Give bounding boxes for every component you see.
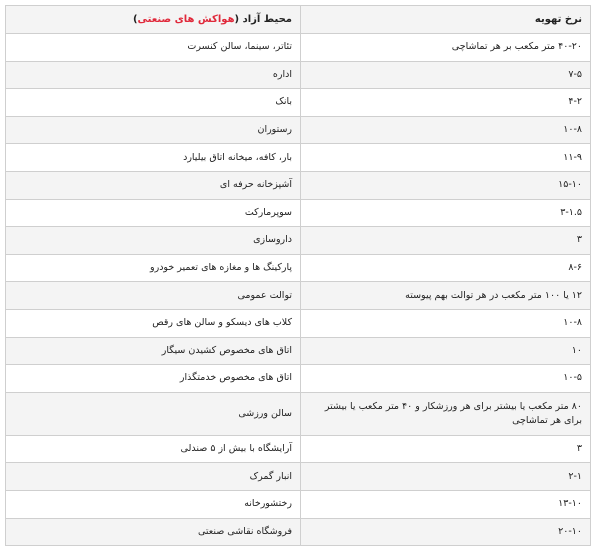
table-row xyxy=(6,435,591,463)
ventilation-rate-cell: ۸-۶ xyxy=(301,254,591,282)
environment-header-paren-close: ) xyxy=(132,13,138,25)
rate-column-header xyxy=(301,6,591,34)
environment-cell: آرایشگاه با بیش از ۵ صندلی xyxy=(6,435,301,463)
table-body xyxy=(6,34,591,546)
environment-cell: کلاب های دیسکو و سالن های رقص xyxy=(6,309,301,337)
table-row xyxy=(6,199,591,227)
ventilation-rate-cell: ۱۰-۵ xyxy=(301,365,591,393)
environment-cell: بار، کافه، میخانه اتاق بیلیارد xyxy=(6,144,301,172)
ventilation-rate-cell: ۳-۱.۵ xyxy=(301,199,591,227)
ventilation-rate-cell: ۳ xyxy=(301,227,591,255)
environment-cell: سوپرمارکت xyxy=(6,199,301,227)
table-row xyxy=(6,227,591,255)
table-row xyxy=(6,309,591,337)
environment-header-accent: هواکش های صنعتی xyxy=(137,13,235,25)
ventilation-rate-cell: ۱۳-۱۰ xyxy=(301,490,591,518)
ventilation-rate-cell: ۴-۲ xyxy=(301,89,591,117)
environment-cell: رختشورخانه xyxy=(6,490,301,518)
table-row xyxy=(6,254,591,282)
ventilation-rate-cell: ۱۰ xyxy=(301,337,591,365)
ventilation-table-container xyxy=(5,5,590,546)
ventilation-rate-cell: ۴۰-۲۰ متر مکعب بر هر تماشاچی xyxy=(301,34,591,62)
table-row xyxy=(6,365,591,393)
ventilation-rate-cell: ۳ xyxy=(301,435,591,463)
table-row xyxy=(6,463,591,491)
environment-cell: اداره xyxy=(6,61,301,89)
environment-cell: داروسازی xyxy=(6,227,301,255)
table-row xyxy=(6,490,591,518)
environment-cell: اتاق های مخصوص کشیدن سیگار xyxy=(6,337,301,365)
ventilation-rate-cell: ۱۰-۸ xyxy=(301,116,591,144)
ventilation-rate-cell: ۱۱-۹ xyxy=(301,144,591,172)
table-row xyxy=(6,34,591,62)
table-row xyxy=(6,282,591,310)
ventilation-rate-cell: ۱۰-۸ xyxy=(301,309,591,337)
rate-header-label: نرخ تهویه xyxy=(534,13,582,25)
table-row xyxy=(6,518,591,546)
environment-cell: سالن ورزشی xyxy=(6,392,301,435)
environment-cell: رستوران xyxy=(6,116,301,144)
environment-header-paren-open: ( xyxy=(234,13,240,25)
ventilation-rate-cell: ۲-۱ xyxy=(301,463,591,491)
environment-cell: انبار گمرک xyxy=(6,463,301,491)
table-row xyxy=(6,392,591,435)
environment-column-header xyxy=(6,6,301,34)
environment-cell: بانک xyxy=(6,89,301,117)
environment-cell: فروشگاه نقاشی صنعتی xyxy=(6,518,301,546)
table-header-row xyxy=(6,6,591,34)
ventilation-rate-cell: ۸۰ متر مکعب یا بیشتر برای هر ورزشکار و ۴۰ متر مکعب یا بیشتر برای هر تماشاچی xyxy=(301,392,591,435)
environment-cell: آشپزخانه حرفه ای xyxy=(6,171,301,199)
table-row xyxy=(6,171,591,199)
table-row xyxy=(6,89,591,117)
table-row xyxy=(6,116,591,144)
table-row xyxy=(6,144,591,172)
environment-cell: پارکینگ ها و مغازه های تعمیر خودرو xyxy=(6,254,301,282)
environment-cell: توالت عمومی xyxy=(6,282,301,310)
ventilation-rate-table xyxy=(5,5,591,546)
ventilation-rate-cell: ۱۲ یا ۱۰۰ متر مکعب در هر توالت بهم پیوسته xyxy=(301,282,591,310)
environment-cell: اتاق های مخصوص خدمتگذار xyxy=(6,365,301,393)
table-row xyxy=(6,61,591,89)
environment-cell: تئاتر، سینما، سالن کنسرت xyxy=(6,34,301,62)
ventilation-rate-cell: ۲۰-۱۰ xyxy=(301,518,591,546)
environment-header-label: محیط آزاد xyxy=(242,13,292,25)
table-row xyxy=(6,337,591,365)
ventilation-rate-cell: ۷-۵ xyxy=(301,61,591,89)
ventilation-rate-cell: ۱۵-۱۰ xyxy=(301,171,591,199)
